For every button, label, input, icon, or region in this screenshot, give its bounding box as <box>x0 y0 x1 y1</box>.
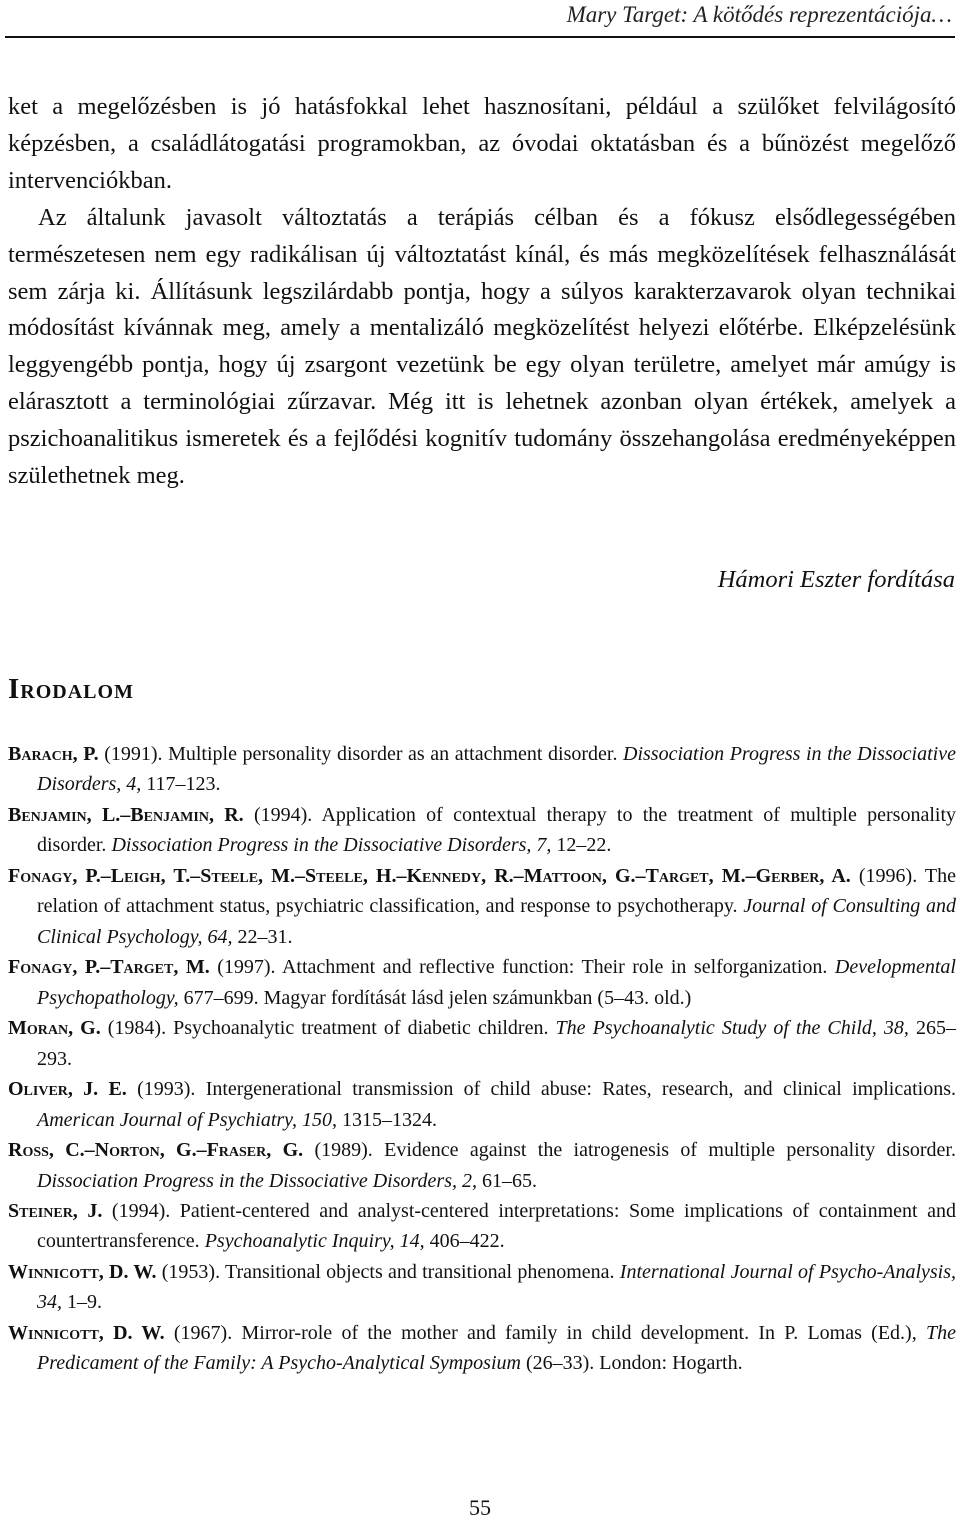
reference-source: International Journal of Psycho-Analysis, 34, <box>37 1261 957 1314</box>
reference-source: Developmental Psychopathology, <box>37 956 956 1009</box>
reference-item <box>8 1013 956 1074</box>
reference-tail: 265–293. <box>37 1017 956 1070</box>
reference-source: The Psychoanalytic Study of the Child, 38, <box>555 1017 909 1040</box>
reference-item <box>8 739 956 800</box>
reference-item <box>8 1074 956 1135</box>
page-number: 55 <box>469 1495 491 1520</box>
reference-authors: Winnicott, D. W. <box>8 1322 165 1345</box>
reference-item <box>8 861 956 952</box>
reference-tail: 1–9. <box>62 1291 102 1314</box>
reference-item <box>8 800 956 861</box>
reference-text: (1997). Attachment and reflective function: Their role in selforganization. <box>209 956 835 979</box>
reference-tail: 117–123. <box>141 773 221 796</box>
reference-source: Psychoanalytic Inquiry, 14, <box>204 1230 425 1253</box>
reference-tail: 677–699. Magyar fordítását lásd jelen számunkban (5–43. old.) <box>178 986 692 1009</box>
reference-source: The Predicament of the Family: A Psycho-Analytical Symposium <box>37 1322 956 1375</box>
reference-authors: Winnicott, D. W. <box>8 1261 157 1284</box>
reference-source: Journal of Consulting and Clinical Psychology, 64, <box>37 895 956 948</box>
reference-item <box>8 1135 956 1196</box>
translator-credit: Hámori Eszter fordítása <box>717 566 955 593</box>
reference-text: (1989). Evidence against the iatrogenesis of multiple personality disorder. <box>303 1139 956 1162</box>
reference-authors: Steiner, J. <box>8 1200 103 1223</box>
reference-source: Dissociation Progress in the Dissociative Disorders, 7, <box>111 834 552 857</box>
reference-text: (1967). Mirror-role of the mother and family in child development. In P. Lomas (Ed.), <box>164 1322 926 1345</box>
reference-text: (1996). The relation of attachment status, psychiatric classification, and response to psychotherapy. <box>37 864 956 918</box>
reference-source: Dissociation Progress in the Dissociative Disorders, 4, <box>37 743 956 796</box>
reference-tail: (26–33). London: Hogarth. <box>520 1352 743 1375</box>
reference-list <box>8 739 956 1379</box>
running-head: Mary Target: A kötődés reprezentációja… <box>566 2 952 27</box>
paragraph-continuation: ket a megelőzésben is jó hatásfokkal lehet hasznosítani, például a szülőket felvilágosító képzésben, a családlátogatási programokban, az óvodai oktatásban és a bűnözést megelőző intervenciókban. <box>8 93 956 194</box>
reference-tail: 61–65. <box>476 1169 537 1192</box>
paragraph: Az általunk javasolt változtatás a terápiás célban és a fókusz elsődlegességében természetesen nem egy radikálisan új változtatást kínál, és más megközelítések felhasználását sem zárja ki. Állításunk legszilárdabb pontja, hogy a súlyos karakterzavarok olyan technikai módosítást kívánnak meg, amely a mentalizáló megközelítést helyezi előtérbe. Elképzelésünk leggyengébb pontja, hogy új zsargont vezetünk be egy olyan területre, amelyet már amúgy is elárasztott a terminológiai zűrzavar. Még itt is lehetnek azonban olyan értékek, amelyek a pszichoanalitikus ismeretek és a fejlődési kognitív tudomány összehangolása eredményeképpen születhetnek meg. <box>8 203 956 490</box>
reference-text: (1984). Psychoanalytic treatment of diabetic children. <box>100 1017 556 1040</box>
reference-item <box>8 1257 956 1318</box>
reference-source: Dissociation Progress in the Dissociative Disorders, 2, <box>37 1169 477 1192</box>
reference-text: (1994). Patient-centered and analyst-centered interpretations: Some implications of containment and countertransference. <box>37 1200 956 1253</box>
reference-tail: 406–422. <box>424 1230 505 1253</box>
reference-authors: Fonagy, P.–Leigh, T.–Steele, M.–Steele, H.–Kennedy, R.–Mattoon, G.–Target, M.–Gerber, A. <box>8 864 851 887</box>
reference-authors: Barach, P. <box>8 743 99 765</box>
section-title: Irodalom <box>8 673 134 705</box>
header-rule <box>5 36 955 38</box>
reference-authors: Moran, G. <box>8 1017 101 1040</box>
reference-tail: 22–31. <box>232 925 293 948</box>
body-text <box>8 89 956 495</box>
reference-text: (1994). Application of contextual therapy to the treatment of multiple personality disorder. <box>37 803 956 857</box>
reference-item <box>8 1318 956 1379</box>
reference-authors: Oliver, J. E. <box>8 1078 127 1101</box>
reference-text: (1993). Intergenerational transmission of child abuse: Rates, research, and clinical implications. <box>126 1078 956 1101</box>
reference-item <box>8 1196 956 1257</box>
reference-tail: 12–22. <box>551 834 612 857</box>
reference-authors: Benjamin, L.–Benjamin, R. <box>8 803 244 826</box>
reference-text: (1991). Multiple personality disorder as an attachment disorder. <box>98 743 624 765</box>
reference-authors: Fonagy, P.–Target, M. <box>8 956 210 979</box>
reference-text: (1953). Transitional objects and transitional phenomena. <box>156 1261 620 1284</box>
reference-item <box>8 952 956 1013</box>
reference-authors: Ross, C.–Norton, G.–Fraser, G. <box>8 1139 304 1162</box>
reference-tail: 1315–1324. <box>336 1108 437 1131</box>
reference-source: American Journal of Psychiatry, 150, <box>37 1108 337 1131</box>
